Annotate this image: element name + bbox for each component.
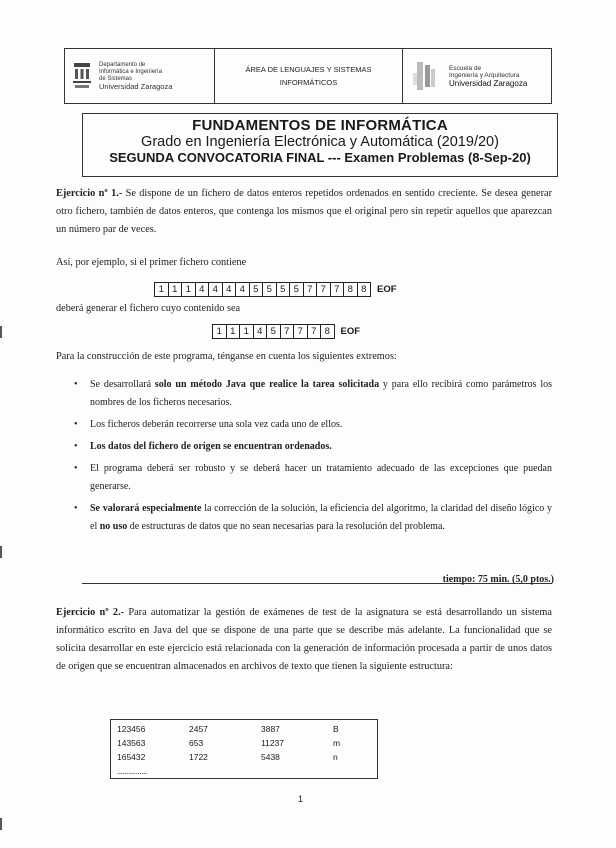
sequence-cell: 4 [223, 283, 237, 296]
ex2-label: Ejercicio nº 2.- [56, 607, 125, 618]
bullet-bold-text: solo un método Java que realice la tarea solicitada [154, 379, 380, 390]
school-logo-icon [409, 59, 443, 93]
degree-title: Grado en Ingeniería Electrónica y Automática (2019/20) [141, 134, 499, 150]
scan-mark [0, 546, 2, 558]
sequence-cell: 7 [304, 283, 318, 296]
course-title: FUNDAMENTOS DE INFORMÁTICA [192, 117, 448, 134]
bullet-dot-icon: • [74, 379, 78, 390]
bullet-text: la corrección de la solución, la eficiencia del algoritmo, la claridad del diseño lógico y el [90, 503, 552, 532]
sequence-cell: 8 [344, 283, 358, 296]
bullet-bold-text: no uso [99, 521, 128, 532]
ex1-label: Ejercicio nº 1.- [56, 188, 123, 199]
bullet-text: y para ello recibirá como parámetros los nombres de los ficheros necesarios. [90, 379, 552, 408]
ex1-time: tiempo: 75 min. (5,0 ptos.) [442, 574, 554, 585]
dept-line: Informática e Ingeniería [99, 69, 163, 75]
bullet-dot-icon: • [74, 441, 78, 452]
sequence-cell: 7 [308, 325, 322, 338]
sequence-cell: 8 [324, 326, 330, 337]
table-cell: n [333, 752, 338, 762]
ex1-intro [56, 185, 552, 239]
table-ellipsis: ................ [117, 766, 147, 776]
bullet-item [74, 438, 552, 456]
school-line: Ingeniería y Arquitectura [449, 72, 520, 80]
sequence-cell: 5 [290, 283, 304, 296]
ex1-intro-text: Se dispone de un fichero de datos enteros repetidos ordenados en sentido creciente. Se desea generar otro fichero, también de datos enteros, que contenga los mismos que el original pero sin repetir aquellos que aparezcan un número par de veces. [56, 188, 553, 235]
bullet-dot-icon: • [74, 503, 78, 514]
sequence-cell: 1 [182, 283, 196, 296]
ex1-example-intro: Así, por ejemplo, si el primer fichero contiene [56, 257, 247, 268]
sequence-cell: 1 [240, 325, 254, 338]
table-row [117, 736, 371, 750]
school-cell [403, 49, 551, 103]
table-cell: B [333, 724, 339, 734]
table-cell: 11237 [261, 738, 285, 748]
exam-convocatoria: SEGUNDA CONVOCATORIA FINAL --- Examen Problemas (8-Sep-20) [109, 150, 531, 165]
bullet-item [74, 416, 552, 434]
table-row [117, 722, 371, 736]
sequence-cell: 7 [281, 325, 295, 338]
sequence-cell: 8 [361, 284, 367, 295]
school-university: Universidad Zaragoza [449, 78, 528, 88]
bullet-item [74, 376, 552, 412]
sequence-cell: 5 [277, 283, 291, 296]
area-line: ÁREA DE LENGUAJES Y SISTEMAS [245, 65, 372, 74]
sequence-cell: 4 [236, 283, 250, 296]
table-cell: 165432 [117, 752, 146, 762]
table-cell: 3887 [261, 724, 280, 734]
scan-mark [0, 326, 2, 338]
table-row [117, 750, 371, 764]
sequence-cell: 1 [213, 325, 227, 338]
input-eof: EOF [377, 284, 397, 295]
title-box [82, 113, 558, 177]
bullet-dot-icon: • [74, 463, 78, 474]
output-sequence [212, 324, 360, 339]
input-sequence-box [154, 282, 371, 297]
bullet-text: Los ficheros deberán recorrerse una sola vez cada uno de ellos. [90, 419, 343, 430]
sequence-cell: 4 [196, 283, 210, 296]
dept-line: Departamento de [99, 62, 146, 68]
header-box [64, 48, 552, 104]
sequence-cell: 1 [227, 325, 241, 338]
ex2-body: Para automatizar la gestión de exámenes de test de la asignatura se está desarrollando un sistema informático escrito en Java del que se dispone de una parte que se describe más adelante. La funcionalidad que se solicita desarrollar en este ejercicio está relacionada con la generación de información procesada a partir de unos datos de origen que se encuentran almacenados en archivos de texto que tienen la siguiente estructura: [56, 607, 552, 672]
table-cell: 143563 [117, 738, 146, 748]
sequence-cell: 1 [155, 283, 169, 296]
sequence-cell: 5 [250, 283, 264, 296]
bullet-dot-icon: • [74, 419, 78, 430]
bullet-text: El programa deberá ser robusto y se deberá hacer un tratamiento adecuado de las excepciones que puedan generarse. [90, 463, 552, 492]
sequence-cell: 7 [317, 283, 331, 296]
table-cell: 5438 [261, 752, 280, 762]
sample-data-table [110, 719, 378, 779]
page-number: 1 [298, 794, 304, 804]
bullet-item [74, 500, 552, 536]
sequence-cell: 5 [267, 325, 281, 338]
dept-line: de Sistemas [99, 76, 133, 82]
bullet-text: de estructuras de datos que no sean necesarias para la resolución del problema. [127, 521, 445, 532]
bullet-bold-text: Se valorará especialmente [90, 503, 202, 514]
table-cell: m [333, 738, 341, 748]
output-sequence-box [212, 324, 335, 339]
dept-university: Universidad Zaragoza [99, 82, 173, 91]
area-cell [215, 49, 403, 103]
school-text [449, 65, 527, 88]
bullet-item [74, 460, 552, 496]
sequence-cell: 7 [294, 325, 308, 338]
dept-cell [65, 49, 215, 103]
ex1-output-intro: deberá generar el fichero cuyo contenido sea [56, 303, 241, 314]
table-cell: 2457 [189, 724, 208, 734]
sequence-cell: 7 [331, 283, 345, 296]
table-cell: 653 [189, 738, 204, 748]
table-cell: 123456 [117, 724, 146, 734]
sequence-cell: 4 [254, 325, 268, 338]
input-sequence [154, 282, 397, 297]
ex1-considerations: Para la construcción de este programa, ténganse en cuenta los siguientes extremos: [56, 351, 397, 362]
bullet-bold-text: Los datos del fichero de origen se encuentran ordenados. [90, 441, 332, 452]
sequence-cell: 5 [263, 283, 277, 296]
ex2-text [56, 604, 552, 676]
dept-text [99, 62, 172, 90]
university-crest-icon [71, 61, 93, 91]
table-cell: 1722 [189, 752, 208, 762]
school-line: Escuela de [449, 64, 482, 72]
sequence-cell: 1 [169, 283, 183, 296]
bullet-text: Se desarrollará [90, 379, 155, 390]
area-line: INFORMÁTICOS [279, 78, 338, 87]
output-eof: EOF [340, 326, 361, 337]
scan-mark [0, 818, 2, 830]
sequence-cell: 4 [209, 283, 223, 296]
